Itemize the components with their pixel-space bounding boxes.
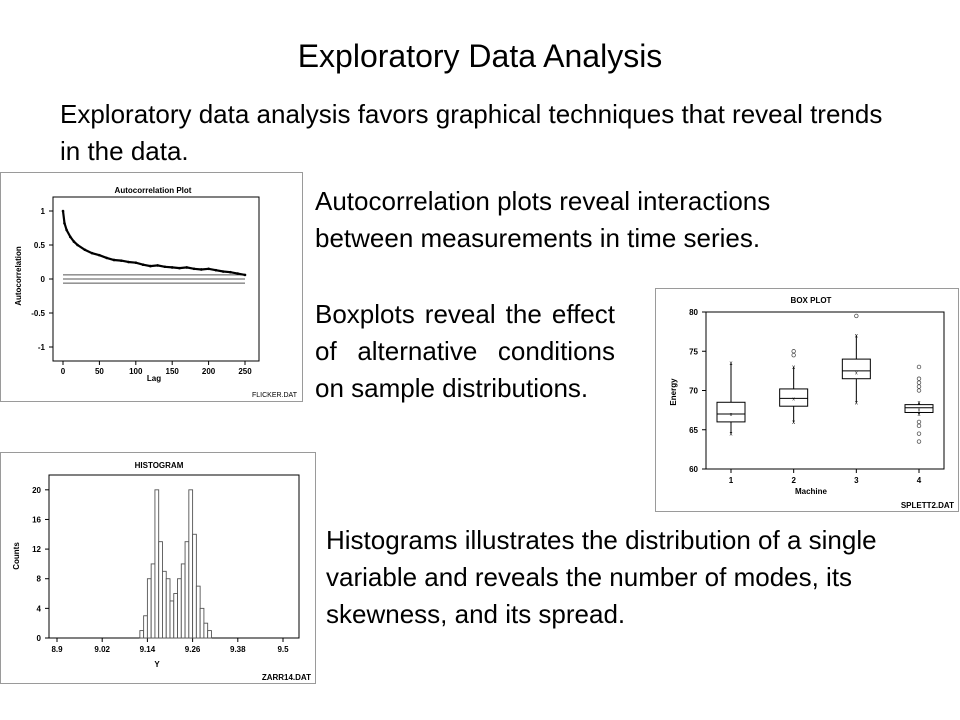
hist-bar: [181, 564, 185, 638]
acf-point: [127, 261, 130, 264]
box-xlabel: Machine: [794, 487, 828, 496]
hist-y-tick-label: 16: [32, 515, 41, 525]
hist-x-tick-label: 9.14: [139, 645, 156, 654]
hist-xlabel: Y: [154, 660, 160, 669]
box-x-tick-label: 1: [728, 476, 734, 485]
box-plot-frame: [706, 312, 944, 469]
box-y-tick-label: 70: [689, 386, 698, 396]
histogram-plot: [1, 453, 315, 683]
acf-y-tick-label: -1: [37, 343, 45, 352]
box-outlier: [917, 381, 921, 385]
acf-point: [236, 272, 239, 275]
box-ylabel: Energy: [669, 378, 678, 406]
hist-bar: [155, 490, 159, 638]
hist-bar: [162, 571, 166, 638]
box-outlier: [917, 385, 921, 389]
acf-ylabel: Autocorrelation: [14, 246, 23, 306]
acf-point: [73, 240, 76, 243]
hist-bar: [196, 586, 200, 638]
hist-bar: [185, 542, 189, 638]
box-outlier: [917, 424, 921, 428]
intro-text: Exploratory data analysis favors graphical techniques that reveal trends in the data.: [60, 99, 883, 166]
acf-point: [135, 261, 138, 264]
hist-y-tick-label: 20: [32, 485, 41, 495]
hist-bar: [166, 579, 170, 638]
box-mean-marker: x: [917, 407, 921, 414]
autocorrelation-description: Autocorrelation plots reveal interactions between measurements in time series.: [315, 186, 771, 253]
box-min-marker: x: [792, 419, 796, 426]
box-y-tick-label: 80: [689, 308, 698, 317]
hist-bar: [170, 601, 174, 638]
boxplot-figure: [655, 288, 959, 512]
hist-title: HISTOGRAM: [134, 461, 184, 470]
hist-y-tick-label: 0: [36, 634, 41, 643]
box-outlier: [792, 353, 796, 357]
histogram-figure: [0, 452, 316, 684]
autocorrelation-plot: [1, 173, 302, 401]
box-plot: [656, 289, 958, 511]
acf-y-tick-label: 1: [40, 207, 45, 216]
box-x-tick-label: 4: [916, 476, 922, 485]
hist-bar: [189, 490, 193, 638]
acf-point: [164, 265, 167, 268]
acf-point: [244, 274, 247, 277]
acf-point: [215, 269, 218, 272]
acf-x-tick-label: 200: [201, 367, 216, 376]
box-outlier: [855, 314, 859, 318]
acf-x-tick-label: 0: [60, 367, 66, 376]
box-mean-marker: x: [729, 412, 733, 419]
hist-bar: [151, 564, 155, 638]
box-min-marker: x: [917, 412, 921, 419]
hist-bar: [174, 594, 178, 638]
acf-title: Autocorrelation Plot: [114, 186, 192, 195]
box-outlier: [917, 389, 921, 393]
box-y-tick-label: 75: [689, 347, 698, 357]
hist-bar: [208, 631, 212, 638]
acf-series-line: [63, 211, 245, 275]
acf-x-tick-label: 250: [238, 367, 252, 376]
hist-bar: [178, 579, 182, 638]
hist-file-label: ZARR14.DAT: [261, 673, 311, 682]
acf-point: [200, 268, 203, 271]
acf-point: [149, 265, 152, 268]
box-mean-marker: x: [792, 396, 795, 403]
hist-y-tick-label: 8: [36, 574, 41, 584]
acf-point: [113, 259, 116, 262]
box-outlier: [917, 377, 921, 381]
hist-bar: [159, 542, 163, 638]
hist-ylabel: Counts: [12, 542, 21, 570]
histogram-description: Histograms illustrates the distribution of a single variable and reveals the number of modes, its skewness, and its spread.: [326, 525, 877, 629]
box-y-tick-label: 60: [689, 465, 698, 474]
box-mean-marker: x: [855, 370, 858, 377]
hist-x-tick-label: 9.26: [184, 645, 201, 654]
hist-x-tick-label: 9.5: [277, 645, 289, 654]
box-y-tick-label: 65: [689, 425, 698, 435]
hist-bar: [200, 608, 204, 638]
acf-point: [207, 268, 210, 271]
acf-point: [120, 259, 123, 262]
acf-point: [105, 257, 108, 260]
box-outlier: [917, 365, 921, 369]
hist-x-tick-label: 9.02: [94, 645, 110, 654]
box-min-marker: x: [729, 431, 733, 438]
box-x-tick-label: 3: [854, 476, 859, 485]
acf-point: [178, 267, 181, 270]
box-min-marker: x: [854, 400, 858, 407]
hist-bar: [140, 631, 144, 638]
box-max-marker: x: [792, 364, 796, 371]
acf-y-tick-label: -0.5: [31, 309, 45, 318]
box-title: BOX PLOT: [790, 296, 832, 305]
acf-file-label: FLICKER.DAT: [252, 392, 297, 399]
acf-x-tick-label: 50: [94, 367, 104, 376]
box-outlier: [917, 432, 921, 436]
acf-xlabel: Lag: [146, 374, 162, 383]
hist-bar: [147, 579, 151, 638]
hist-y-tick-label: 4: [36, 604, 41, 614]
box-max-marker: x: [729, 361, 733, 368]
autocorrelation-figure: [0, 172, 303, 402]
acf-point: [91, 252, 94, 255]
hist-y-tick-label: 12: [32, 545, 41, 555]
box-x-tick-label: 2: [791, 476, 796, 485]
acf-point: [156, 264, 159, 267]
acf-y-tick-label: 0: [40, 275, 45, 284]
acf-point: [84, 248, 87, 251]
acf-x-tick-label: 150: [165, 367, 179, 376]
acf-point: [185, 266, 188, 269]
box-max-marker: x: [854, 333, 858, 340]
hist-bar: [144, 616, 148, 638]
acf-point: [65, 229, 68, 232]
hist-bar: [193, 534, 197, 638]
acf-point: [98, 254, 101, 257]
acf-point: [76, 244, 79, 247]
acf-x-tick-label: 100: [129, 367, 143, 376]
hist-x-tick-label: 9.38: [230, 645, 246, 654]
box-outlier: [792, 349, 796, 353]
acf-point: [69, 236, 72, 239]
acf-point: [142, 263, 145, 266]
box-outlier: [917, 440, 921, 444]
acf-point: [229, 271, 232, 274]
slide-title: Exploratory Data Analysis: [297, 38, 663, 74]
box-file-label: SPLETT2.DAT: [900, 501, 954, 510]
hist-bar: [204, 623, 208, 638]
box-max-marker: x: [917, 400, 921, 407]
boxplot-description: Boxplots reveal the effect of alternative conditions on sample distributions.: [315, 299, 615, 403]
acf-point: [193, 268, 196, 271]
box-outlier: [917, 420, 921, 424]
acf-point: [62, 210, 65, 213]
acf-point: [222, 270, 225, 273]
acf-point: [63, 222, 66, 225]
hist-x-tick-label: 8.9: [51, 645, 63, 654]
acf-point: [171, 266, 174, 269]
acf-y-tick-label: 0.5: [33, 241, 45, 250]
